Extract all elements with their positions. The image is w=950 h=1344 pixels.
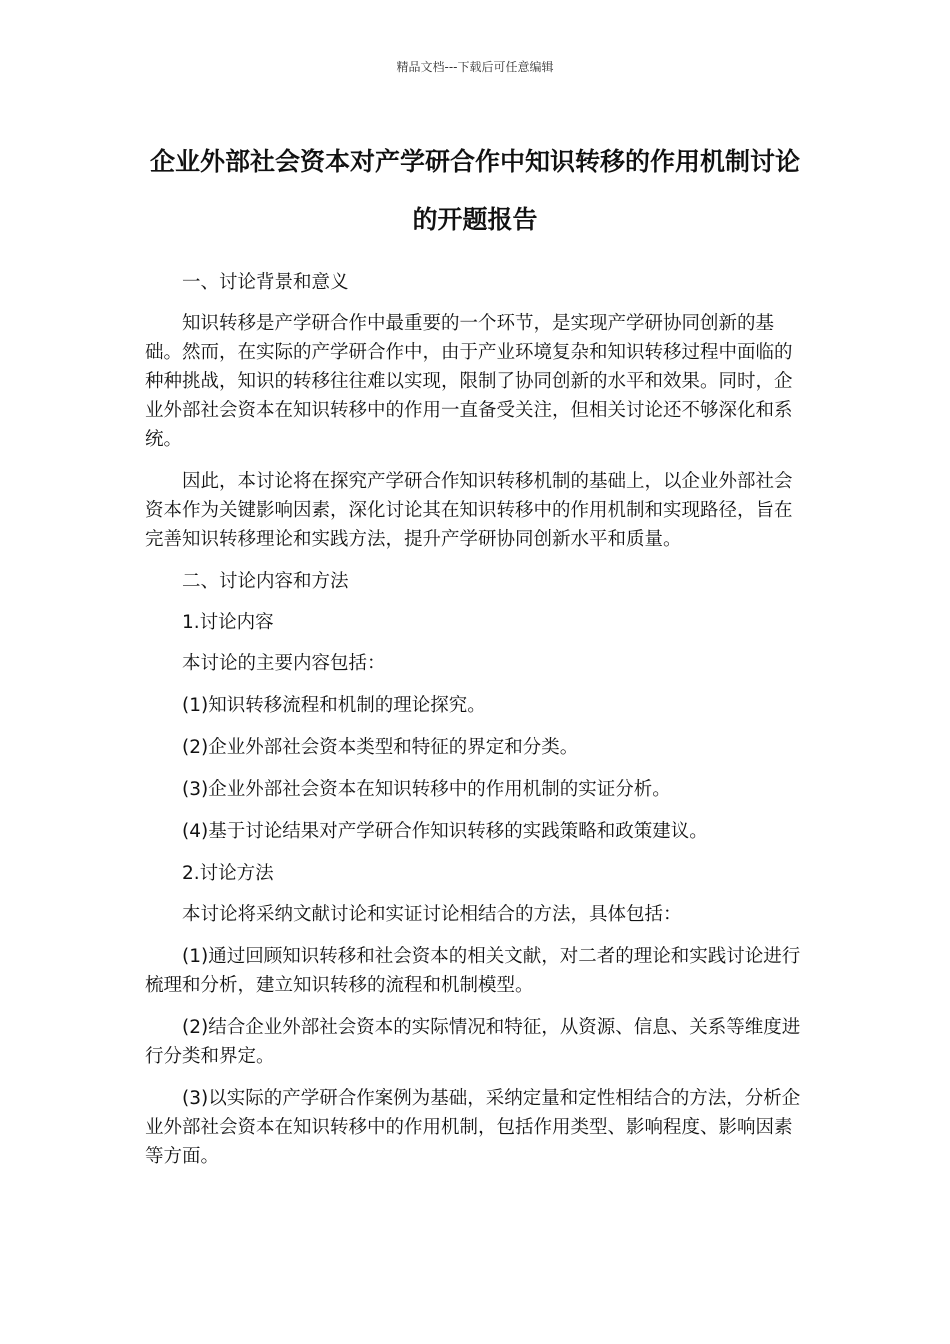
list-item: (3)以实际的产学研合作案例为基础，采纳定量和定性相结合的方法，分析企业外部社会资本在知识转移中的作用机制，包括作用类型、影响程度、影响因素等方面。 <box>145 1088 801 1167</box>
list-item: (2)企业外部社会资本类型和特征的界定和分类。 <box>182 737 579 758</box>
section-heading-content-method: 二、讨论内容和方法 <box>182 571 349 592</box>
document-body <box>145 268 805 1184</box>
section-heading-background: 一、讨论背景和意义 <box>182 272 349 293</box>
paragraph: 本讨论的主要内容包括： <box>182 653 386 674</box>
page-header: 精品文档---下载后可任意编辑 <box>396 60 554 74</box>
subheading-method: 2.讨论方法 <box>182 863 274 884</box>
list-item: (3)企业外部社会资本在知识转移中的作用机制的实证分析。 <box>182 779 671 800</box>
paragraph: 本讨论将采纳文献讨论和实证讨论相结合的方法，具体包括： <box>182 904 682 925</box>
list-item: (1)通过回顾知识转移和社会资本的相关文献，对二者的理论和实践讨论进行梳理和分析，建立知识转移的流程和机制模型。 <box>145 946 801 996</box>
list-item: (1)知识转移流程和机制的理论探究。 <box>182 695 486 716</box>
paragraph: 因此，本讨论将在探究产学研合作知识转移机制的基础上，以企业外部社会资本作为关键影响因素，深化讨论其在知识转移中的作用机制和实现路径，旨在完善知识转移理论和实践方法，提升产学研协同创新水平和质量。 <box>145 471 793 550</box>
paragraph: 知识转移是产学研合作中最重要的一个环节，是实现产学研协同创新的基础。然而，在实际的产学研合作中，由于产业环境复杂和知识转移过程中面临的种种挑战，知识的转移往往难以实现，限制了协同创新的水平和效果。同时，企业外部社会资本在知识转移中的作用一直备受关注，但相关讨论还不够深化和系统。 <box>145 313 793 450</box>
document-title: 企业外部社会资本对产学研合作中知识转移的作用机制讨论的开题报告 <box>149 147 800 234</box>
subheading-content: 1.讨论内容 <box>182 612 274 633</box>
list-item: (2)结合企业外部社会资本的实际情况和特征，从资源、信息、关系等维度进行分类和界定。 <box>145 1017 801 1067</box>
list-item: (4)基于讨论结果对产学研合作知识转移的实践策略和政策建议。 <box>182 821 708 842</box>
